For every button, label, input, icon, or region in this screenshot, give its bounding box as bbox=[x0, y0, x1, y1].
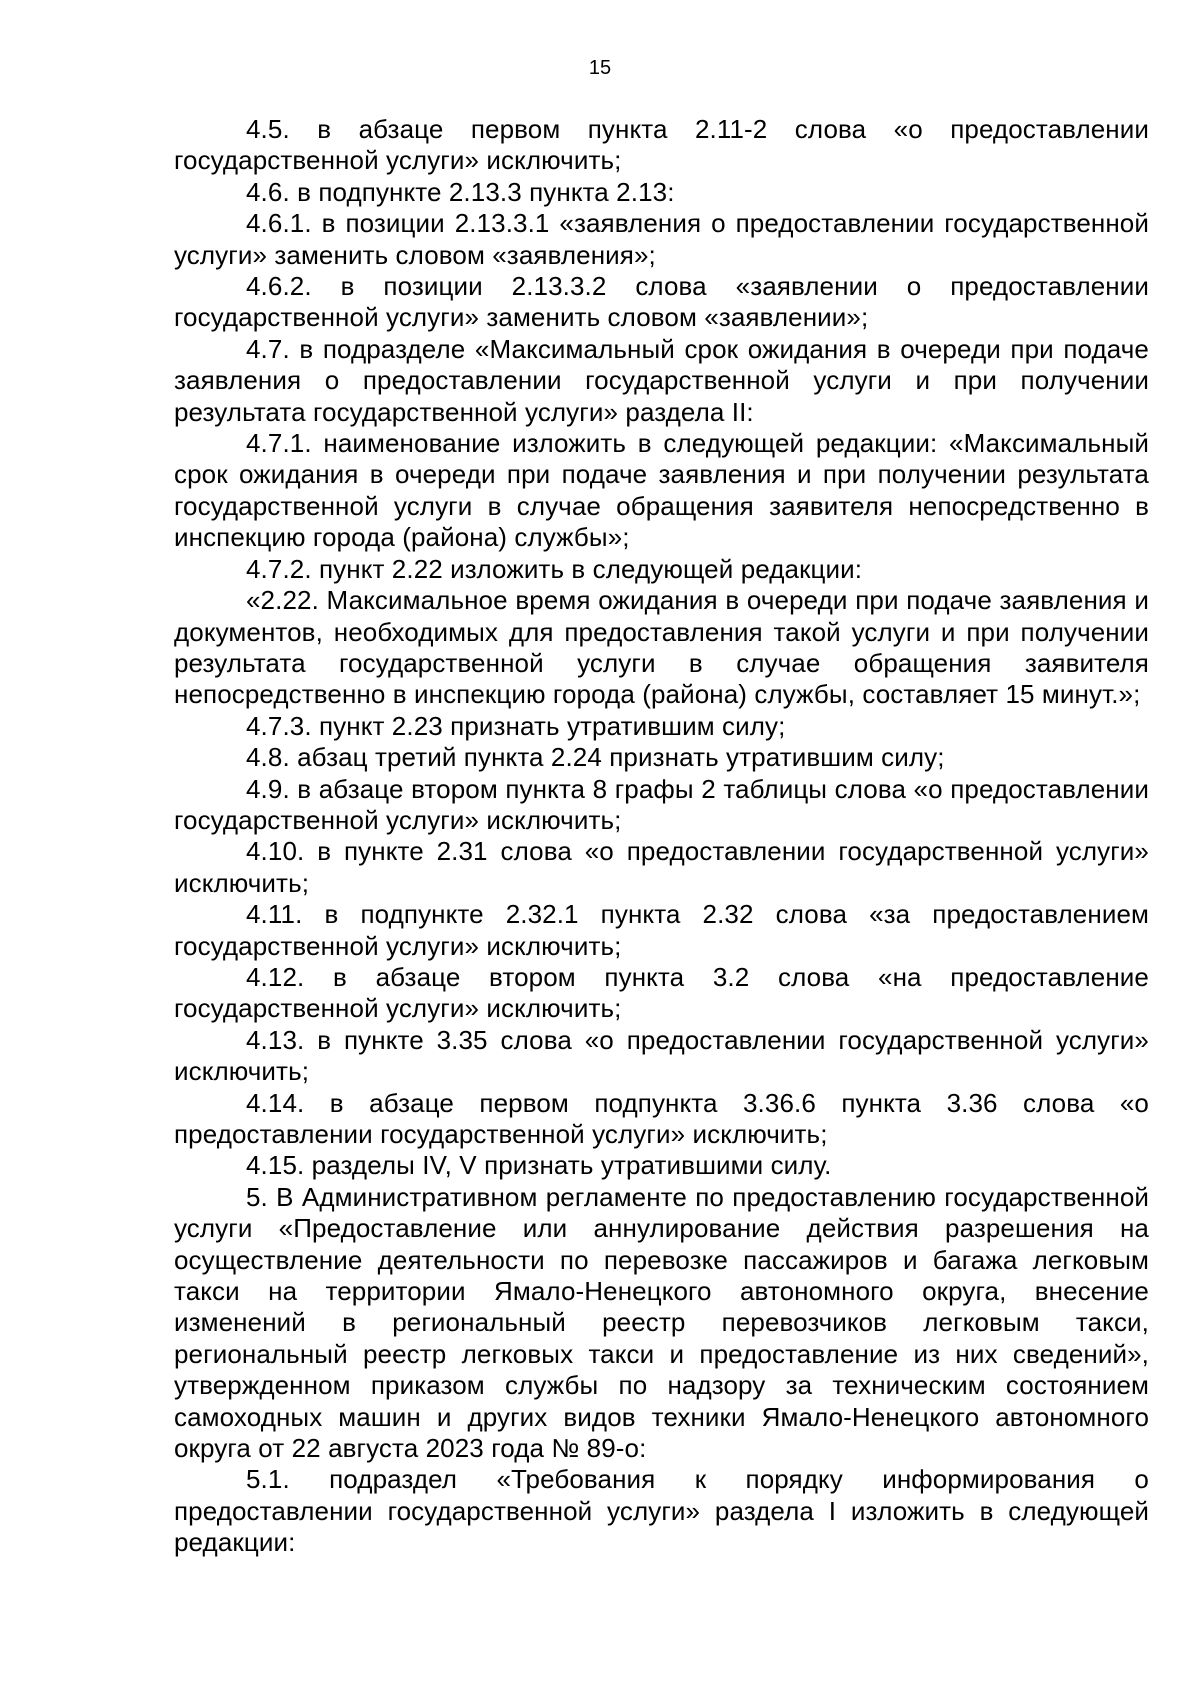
paragraph-4-6-1: 4.6.1. в позиции 2.13.3.1 «заявления о предоставлении государственной услуги» заменить словом «заявления»; bbox=[174, 208, 1149, 270]
paragraph-4-7-1: 4.7.1. наименование изложить в следующей редакции: «Максимальный срок ожидания в очереди при подаче заявления и при получении результата государственной услуги в случае обращения заявителя непосредственно в инспекцию города (района) службы»; bbox=[174, 428, 1149, 553]
paragraph-4-7-3: 4.7.3. пункт 2.23 признать утратившим силу; bbox=[246, 710, 786, 741]
paragraph-4-7-2: 4.7.2. пункт 2.22 изложить в следующей редакции: bbox=[246, 553, 863, 584]
paragraph-4-6: 4.6. в подпункте 2.13.3 пункта 2.13: bbox=[246, 176, 675, 207]
paragraph-4-15: 4.15. разделы IV, V признать утратившими силу. bbox=[246, 1150, 832, 1181]
paragraph-4-7: 4.7. в подразделе «Максимальный срок ожидания в очереди при подаче заявления о предоставлении государственной услуги и при получении результата государственной услуги» раздела II: bbox=[174, 333, 1149, 427]
paragraph-4-14: 4.14. в абзаце первом подпункта 3.36.6 пункта 3.36 слова «о предоставлении государственной услуги» исключить; bbox=[174, 1087, 1149, 1149]
document-body bbox=[174, 114, 1149, 1559]
paragraph-4-12: 4.12. в абзаце втором пункта 3.2 слова «на предоставление государственной услуги» исключить; bbox=[174, 961, 1149, 1024]
paragraph-4-9: 4.9. в абзаце втором пункта 8 графы 2 таблицы слова «о предоставлении государственной услуги» исключить; bbox=[174, 773, 1149, 835]
paragraph-2-22-quote: «2.22. Максимальное время ожидания в очереди при подаче заявления и документов, необходимых для предоставления такой услуги и при получении результата государственной услуги в случае обращения заявителя непосредственно в инспекцию города (района) службы, составляет 15 минут.»; bbox=[174, 585, 1149, 710]
paragraph-5: 5. В Административном регламенте по предоставлению государственной услуги «Предоставление или аннулирование действия разрешения на осуществление деятельности по перевозке пассажиров и багажа легковым такси на территории Ямало-Ненецкого автономного округа, внесение изменений в региональный реестр перевозчиков легковым такси, региональный реестр легковых такси и предоставление из них сведений», утвержденном приказом службы по надзору за техническим состоянием самоходных машин и других видов техники Ямало-Ненецкого автономного округа от 22 августа 2023 года № 89-о: bbox=[174, 1181, 1149, 1464]
paragraph-4-5: 4.5. в абзаце первом пункта 2.11-2 слова «о предоставлении государственной услуги» исключить; bbox=[174, 114, 1149, 176]
paragraph-4-8: 4.8. абзац третий пункта 2.24 признать утратившим силу; bbox=[246, 742, 945, 773]
page-number: 15 bbox=[588, 57, 612, 79]
paragraph-4-6-2: 4.6.2. в позиции 2.13.3.2 слова «заявлении о предоставлении государственной услуги» заменить словом «заявлении»; bbox=[174, 271, 1149, 333]
paragraph-4-13: 4.13. в пункте 3.35 слова «о предоставлении государственной услуги» исключить; bbox=[174, 1024, 1149, 1087]
paragraph-5-1: 5.1. подраздел «Требования к порядку информирования о предоставлении государственной услуги» раздела I изложить в следующей редакции: bbox=[174, 1464, 1149, 1558]
paragraph-4-10: 4.10. в пункте 2.31 слова «о предоставлении государственной услуги» исключить; bbox=[174, 836, 1149, 898]
paragraph-4-11: 4.11. в подпункте 2.32.1 пункта 2.32 слова «за предоставлением государственной услуги» исключить; bbox=[174, 899, 1149, 961]
